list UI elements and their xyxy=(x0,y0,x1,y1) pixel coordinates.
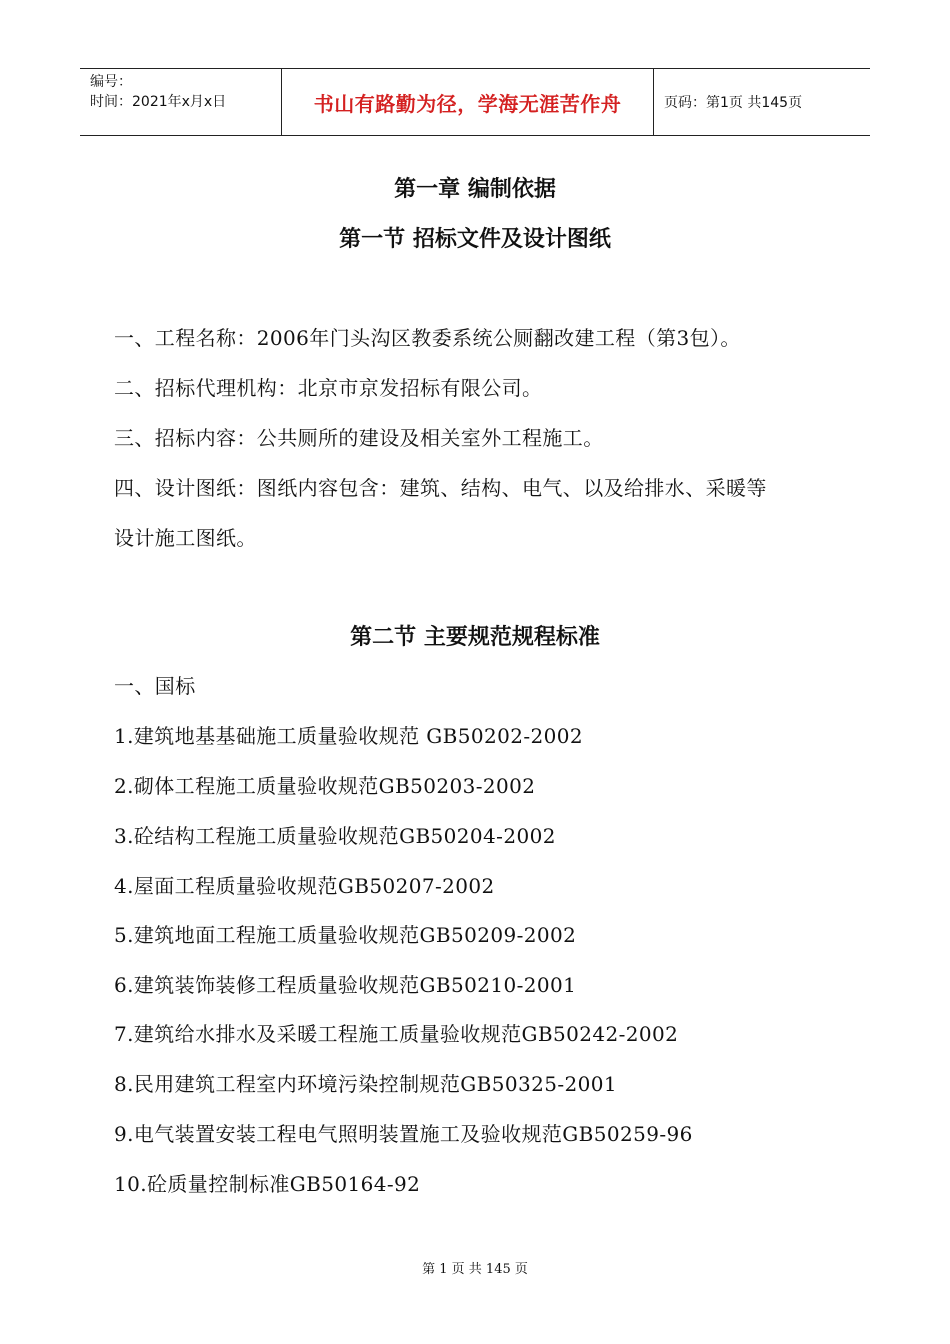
section1-item: 四、设计图纸：图纸内容包含：建筑、结构、电气、以及给排水、采暖等 xyxy=(114,476,767,500)
header-number: 编号： xyxy=(90,74,132,90)
header-date: 时间：2021年x月x日 xyxy=(90,94,227,110)
standard-item: 9.电气装置安装工程电气照明装置施工及验收规范GB50259-96 xyxy=(114,1122,693,1146)
standard-item: 2.砌体工程施工质量验收规范GB50203-2002 xyxy=(114,774,536,798)
header-meta xyxy=(80,69,282,135)
standard-item: 10.砼质量控制标准GB50164-92 xyxy=(114,1172,421,1196)
standard-item: 5.建筑地面工程施工质量验收规范GB50209-2002 xyxy=(114,923,577,947)
section1-item: 一、工程名称：2006年门头沟区教委系统公厕翻改建工程（第3包）。 xyxy=(114,326,741,350)
section1-title: 第一节 招标文件及设计图纸 xyxy=(339,227,611,252)
standard-item: 4.屋面工程质量验收规范GB50207-2002 xyxy=(114,874,495,898)
page-header xyxy=(80,68,870,136)
header-page-info: 页码：第1页 共145页 xyxy=(664,95,803,111)
chapter-title: 第一章 编制依据 xyxy=(394,177,556,202)
section1-item: 设计施工图纸。 xyxy=(114,526,257,550)
standard-item: 1.建筑地基基础施工质量验收规范 GB50202-2002 xyxy=(114,724,583,748)
header-motto: 书山有路勤为径，学海无涯苦作舟 xyxy=(282,69,654,135)
section1-item: 三、招标内容：公共厕所的建设及相关室外工程施工。 xyxy=(114,426,604,450)
standard-item: 6.建筑装饰装修工程质量验收规范GB50210-2001 xyxy=(114,973,577,997)
standard-item: 8.民用建筑工程室内环境污染控制规范GB50325-2001 xyxy=(114,1072,618,1096)
section2-title: 第二节 主要规范规程标准 xyxy=(350,625,600,650)
standard-item: 3.砼结构工程施工质量验收规范GB50204-2002 xyxy=(114,824,556,848)
section1-item: 二、招标代理机构：北京市京发招标有限公司。 xyxy=(114,376,543,400)
page-footer: 第 1 页 共 145 页 xyxy=(422,1262,528,1277)
standard-item: 7.建筑给水排水及采暖工程施工质量验收规范GB50242-2002 xyxy=(114,1022,679,1046)
section2-subheading: 一、国标 xyxy=(114,674,196,698)
